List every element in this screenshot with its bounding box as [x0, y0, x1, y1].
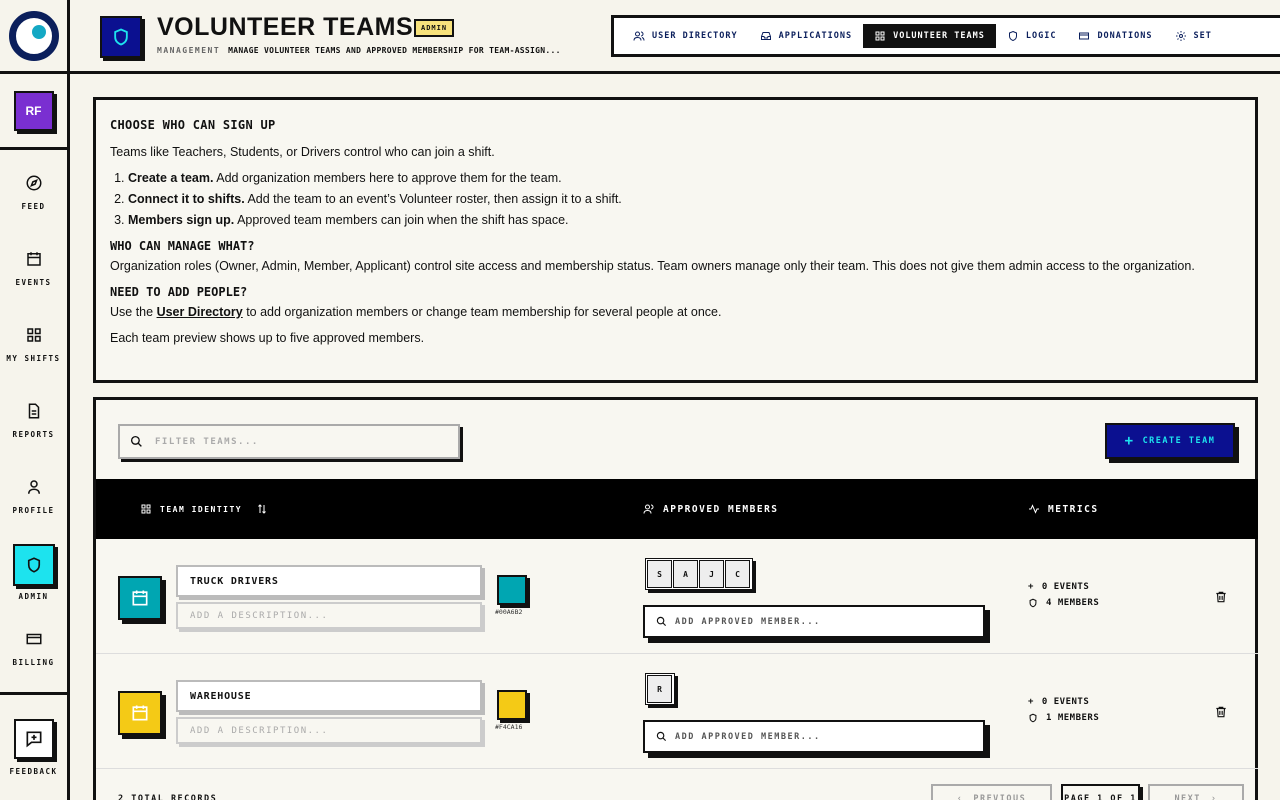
- inbox-icon: [760, 30, 772, 42]
- tab-label: VOLUNTEER TEAMS: [893, 31, 985, 41]
- shield-icon: [25, 556, 43, 574]
- col-approved-members: APPROVED MEMBERS: [643, 479, 779, 539]
- nav-label: REPORTS: [12, 429, 55, 439]
- create-team-button[interactable]: [1105, 423, 1235, 459]
- member-chip[interactable]: S: [647, 560, 672, 588]
- tab-volunteer-teams[interactable]: [863, 24, 996, 48]
- step-item: 1. Create a team. Add organization members here to approve them for the team.: [128, 171, 1241, 185]
- teams-panel: [93, 397, 1258, 800]
- shield-icon: [1007, 30, 1019, 42]
- tab-label: SET: [1193, 31, 1212, 41]
- users-icon: [643, 503, 655, 515]
- calendar-icon: [25, 250, 43, 268]
- nav-reports[interactable]: [0, 382, 67, 458]
- col-metrics: METRICS: [1028, 479, 1099, 539]
- team-metrics: [1028, 697, 1099, 729]
- signup-info-card: [93, 97, 1258, 383]
- grid-icon: [25, 326, 43, 344]
- next-button[interactable]: NEXT ›: [1148, 784, 1244, 800]
- color-swatch[interactable]: [497, 575, 527, 605]
- nav-my-shifts[interactable]: [0, 306, 67, 382]
- team-icon[interactable]: [118, 576, 162, 620]
- color-hex: #F4CA16: [495, 723, 523, 731]
- nav-label: BILLING: [12, 657, 55, 667]
- member-chip[interactable]: C: [725, 560, 750, 588]
- nav-admin[interactable]: [0, 534, 67, 610]
- members-metric: 1 MEMBERS: [1028, 713, 1099, 723]
- nav-events[interactable]: [0, 230, 67, 306]
- admin-tabs: [611, 15, 1280, 57]
- search-icon: [656, 616, 667, 627]
- document-icon: [25, 402, 43, 420]
- add-people-heading: NEED TO ADD PEOPLE?: [110, 285, 248, 299]
- nav-label: MY SHIFTS: [6, 353, 61, 363]
- plus-icon: +: [1028, 582, 1034, 592]
- add-people-text: Use the User Directory to add organization members or change team membership for several people at once.: [110, 305, 722, 319]
- nav-profile[interactable]: [0, 458, 67, 534]
- manage-text: Organization roles (Owner, Admin, Member, Applicant) control site access and membership status. Team owners manage only their team. This does not give them admin access to the organization.: [110, 259, 1195, 273]
- create-team-label: CREATE TEAM: [1142, 436, 1216, 446]
- member-chip[interactable]: J: [699, 560, 724, 588]
- member-chip[interactable]: R: [647, 675, 672, 703]
- page-icon: [100, 16, 142, 58]
- user-icon: [25, 478, 43, 496]
- info-intro: Teams like Teachers, Students, or Drivers control who can join a shift.: [110, 145, 495, 159]
- tab-label: DONATIONS: [1097, 31, 1153, 41]
- feedback-label: FEEDBACK: [9, 767, 58, 776]
- filter-input[interactable]: [155, 437, 435, 447]
- search-icon: [130, 435, 143, 448]
- member-chips: [645, 558, 753, 590]
- gear-icon: [1175, 30, 1187, 42]
- add-member-input[interactable]: ADD APPROVED MEMBER...: [643, 720, 985, 753]
- preview-note: Each team preview shows up to five approved members.: [110, 331, 425, 345]
- tab-label: APPLICATIONS: [778, 31, 853, 41]
- members-metric: 4 MEMBERS: [1028, 598, 1099, 608]
- nav-label: ADMIN: [18, 591, 49, 601]
- page-header: [70, 0, 1280, 74]
- page-title: VOLUNTEER TEAMS: [157, 13, 414, 41]
- step-item: 3. Members sign up. Approved team members can join when the shift has space.: [128, 213, 1241, 227]
- grid-icon: [140, 503, 152, 515]
- add-member-input[interactable]: ADD APPROVED MEMBER...: [643, 605, 985, 638]
- chevron-left-icon: ‹: [956, 794, 964, 800]
- plus-icon: +: [1124, 433, 1135, 449]
- card-icon: [1078, 30, 1090, 42]
- chevron-right-icon: ›: [1210, 794, 1218, 800]
- plus-icon: +: [1028, 697, 1034, 707]
- color-swatch[interactable]: [497, 690, 527, 720]
- app-logo[interactable]: [0, 0, 67, 74]
- tab-donations[interactable]: [1067, 24, 1163, 48]
- shield-icon: [1028, 713, 1038, 723]
- subtitle-text: MANAGE VOLUNTEER TEAMS AND APPROVED MEMBERSHIP FOR TEAM-ASSIGN...: [228, 46, 561, 55]
- compass-icon: [25, 174, 43, 192]
- tab-user-directory[interactable]: [622, 24, 749, 48]
- avatar[interactable]: RF: [14, 91, 54, 131]
- total-records: 2 TOTAL RECORDS: [118, 794, 218, 800]
- section-label: MANAGEMENT: [157, 46, 221, 55]
- card-icon: [25, 630, 43, 648]
- user-directory-link[interactable]: User Directory: [156, 305, 243, 319]
- team-icon[interactable]: [118, 691, 162, 735]
- color-hex: #00A6B2: [495, 608, 523, 616]
- nav-label: PROFILE: [12, 505, 55, 515]
- admin-badge: ADMIN: [414, 19, 454, 37]
- table-row: [96, 539, 1258, 654]
- delete-icon[interactable]: [1214, 705, 1228, 719]
- page-subtitle: [157, 46, 561, 55]
- users-icon: [633, 30, 645, 42]
- team-description-input[interactable]: ADD A DESCRIPTION...: [176, 717, 482, 744]
- nav-label: FEED: [21, 201, 46, 211]
- events-metric: + 0 EVENTS: [1028, 582, 1090, 592]
- events-metric: + 0 EVENTS: [1028, 697, 1090, 707]
- grid-icon: [874, 30, 886, 42]
- steps-list: [128, 171, 1241, 227]
- logo-icon: [9, 11, 59, 61]
- feedback-button[interactable]: [0, 692, 67, 800]
- nav-feed[interactable]: [0, 154, 67, 230]
- tab-label: USER DIRECTORY: [652, 31, 738, 41]
- previous-button[interactable]: ‹ PREVIOUS: [931, 784, 1052, 800]
- nav-label: EVENTS: [15, 277, 52, 287]
- activity-icon: [1028, 503, 1040, 515]
- filter-field[interactable]: [118, 424, 460, 459]
- col-team-identity[interactable]: TEAM IDENTITY: [140, 479, 268, 539]
- calendar-icon: [130, 703, 150, 723]
- team-metrics: [1028, 582, 1099, 614]
- member-chip[interactable]: A: [673, 560, 698, 588]
- delete-icon[interactable]: [1214, 590, 1228, 604]
- page-indicator: PAGE 1 OF 1: [1061, 784, 1140, 800]
- table-row: [96, 654, 1258, 769]
- search-icon: [656, 731, 667, 742]
- member-chips: [645, 673, 675, 705]
- table-header: [96, 479, 1258, 539]
- message-plus-icon: [24, 729, 44, 749]
- tab-applications[interactable]: [749, 24, 863, 48]
- tab-settings[interactable]: [1164, 24, 1223, 48]
- team-name-input[interactable]: WAREHOUSE: [176, 680, 482, 712]
- team-name-input[interactable]: TRUCK DRIVERS: [176, 565, 482, 597]
- info-heading: CHOOSE WHO CAN SIGN UP: [110, 118, 276, 132]
- tab-logic[interactable]: [996, 24, 1068, 48]
- step-item: 2. Connect it to shifts. Add the team to an event’s Volunteer roster, then assign it to a shift.: [128, 192, 1241, 206]
- team-description-input[interactable]: ADD A DESCRIPTION...: [176, 602, 482, 629]
- nav-billing[interactable]: [0, 610, 67, 686]
- shield-icon: [111, 27, 131, 47]
- tab-label: LOGIC: [1025, 31, 1057, 41]
- sidebar: [0, 0, 70, 800]
- shield-icon: [1028, 598, 1038, 608]
- manage-heading: WHO CAN MANAGE WHAT?: [110, 239, 255, 253]
- sort-icon[interactable]: [256, 503, 268, 515]
- calendar-icon: [130, 588, 150, 608]
